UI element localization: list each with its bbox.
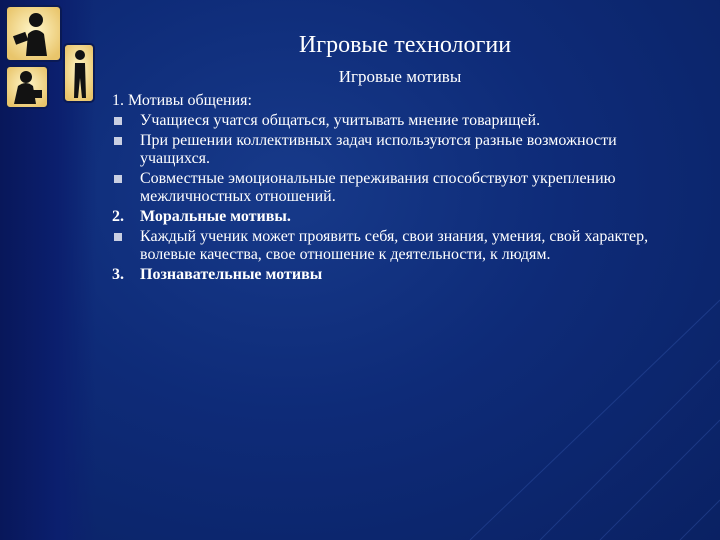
square-bullet-icon xyxy=(114,233,122,241)
list-item-text: При решении коллективных задач используются разные возможности учащихся. xyxy=(140,132,617,167)
section-heading-1: 1. Мотивы общения: xyxy=(112,92,252,109)
list-item-text: Совместные эмоциональные переживания способствуют укреплению межличностных отношений. xyxy=(140,170,616,205)
slide-subtitle: Игровые мотивы xyxy=(338,67,462,86)
section-heading-3 xyxy=(112,266,672,284)
section-heading-text: Моральные мотивы. xyxy=(140,208,291,225)
square-bullet-icon xyxy=(114,175,122,183)
section-heading-text: Познавательные мотивы xyxy=(140,266,323,283)
content-list xyxy=(112,92,672,286)
section-number: 3. xyxy=(112,266,124,283)
section-heading-2 xyxy=(112,208,672,226)
list-item xyxy=(112,170,672,206)
slide-title: Игровые технологии xyxy=(298,32,512,58)
square-bullet-icon xyxy=(114,117,122,125)
list-item xyxy=(112,228,672,264)
children-logo-icon xyxy=(0,0,100,115)
list-item-text: Учащиеся учатся общаться, учитывать мнение товарищей. xyxy=(140,112,541,129)
list-item xyxy=(112,112,672,130)
section-number: 2. xyxy=(112,208,124,225)
list-item-text: Каждый ученик может проявить себя, свои знания, умения, свой характер, волевые качества, свое отношение к деятельности, к людям. xyxy=(140,228,649,263)
square-bullet-icon xyxy=(114,137,122,145)
list-item xyxy=(112,132,672,168)
